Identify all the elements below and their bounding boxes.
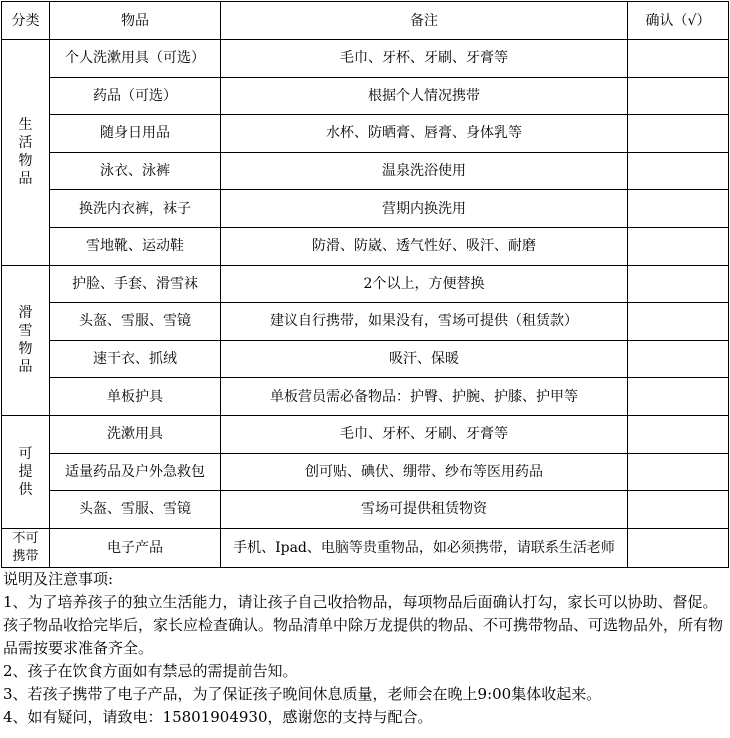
table-row	[2, 378, 729, 416]
packing-checklist-table	[1, 1, 729, 568]
note-item: 4、如有疑问，请致电：15801904930，感谢您的支持与配合。	[3, 708, 433, 726]
table-row	[2, 528, 729, 567]
confirm-checkbox-cell[interactable]	[628, 378, 729, 416]
remark-cell: 建议自行携带，如果没有，雪场可提供（租赁款）	[221, 303, 628, 341]
remark-cell: 防滑、防崴、透气性好、吸汗、耐磨	[221, 227, 628, 265]
table-row	[2, 227, 729, 265]
confirm-checkbox-cell[interactable]	[628, 77, 729, 115]
table-row	[2, 77, 729, 115]
table-row	[2, 115, 729, 153]
item-cell: 药品（可选）	[50, 77, 221, 115]
table-row	[2, 152, 729, 190]
remark-cell: 温泉洗浴使用	[221, 152, 628, 190]
remark-cell: 毛巾、牙杯、牙刷、牙膏等	[221, 415, 628, 453]
header-category: 分类	[2, 2, 50, 40]
item-cell: 头盔、雪服、雪镜	[50, 491, 221, 529]
confirm-checkbox-cell[interactable]	[628, 190, 729, 228]
table-row	[2, 453, 729, 491]
confirm-checkbox-cell[interactable]	[628, 265, 729, 303]
header-confirm: 确认（√）	[628, 2, 729, 40]
header-row	[2, 2, 729, 40]
header-item: 物品	[50, 2, 221, 40]
remark-cell: 吸汗、保暖	[221, 340, 628, 378]
confirm-checkbox-cell[interactable]	[628, 227, 729, 265]
notes-title: 说明及注意事项:	[3, 570, 114, 588]
table-row	[2, 40, 729, 78]
confirm-checkbox-cell[interactable]	[628, 453, 729, 491]
table-row	[2, 303, 729, 341]
confirm-checkbox-cell[interactable]	[628, 415, 729, 453]
item-cell: 换洗内衣裤，袜子	[50, 190, 221, 228]
note-item: 1、为了培养孩子的独立生活能力，请让孩子自己收拾物品，每项物品后面确认打勾，家长可以协助、督促。孩子物品收拾完毕后，家长应检查确认。物品清单中除万龙提供的物品、不可携带物品、可选物品外，所有物品需按要求准备齐全。	[3, 593, 724, 657]
remark-cell: 根据个人情况携带	[221, 77, 628, 115]
item-cell: 雪地靴、运动鞋	[50, 227, 221, 265]
item-cell: 电子产品	[50, 528, 221, 567]
item-cell: 单板护具	[50, 378, 221, 416]
confirm-checkbox-cell[interactable]	[628, 491, 729, 529]
category-provided: 可 提 供	[2, 415, 50, 528]
remark-cell: 营期内换洗用	[221, 190, 628, 228]
confirm-checkbox-cell[interactable]	[628, 115, 729, 153]
note-item: 2、孩子在饮食方面如有禁忌的需提前告知。	[3, 662, 298, 680]
item-cell: 适量药品及户外急救包	[50, 453, 221, 491]
item-cell: 随身日用品	[50, 115, 221, 153]
table-row	[2, 340, 729, 378]
remark-cell: 创可贴、碘伏、绷带、纱布等医用药品	[221, 453, 628, 491]
table-row	[2, 415, 729, 453]
item-cell: 泳衣、泳裤	[50, 152, 221, 190]
confirm-checkbox-cell[interactable]	[628, 528, 729, 567]
remark-cell: 雪场可提供租赁物资	[221, 491, 628, 529]
notes-section	[3, 568, 727, 729]
remark-cell: 2个以上，方便替换	[221, 265, 628, 303]
table-row	[2, 265, 729, 303]
table-row	[2, 190, 729, 228]
confirm-checkbox-cell[interactable]	[628, 152, 729, 190]
header-remark: 备注	[221, 2, 628, 40]
category-skiing: 滑 雪 物 品	[2, 265, 50, 415]
category-not-allowed: 不可 携带	[2, 528, 50, 567]
table-row	[2, 491, 729, 529]
item-cell: 洗漱用具	[50, 415, 221, 453]
item-cell: 头盔、雪服、雪镜	[50, 303, 221, 341]
item-cell: 护脸、手套、滑雪袜	[50, 265, 221, 303]
category-living: 生 活 物 品	[2, 40, 50, 266]
item-cell: 个人洗漱用具（可选）	[50, 40, 221, 78]
note-item: 3、若孩子携带了电子产品，为了保证孩子晚间休息质量，老师会在晚上9:00集体收起来。	[3, 685, 602, 703]
remark-cell: 单板营员需必备物品：护臀、护腕、护膝、护甲等	[221, 378, 628, 416]
remark-cell: 毛巾、牙杯、牙刷、牙膏等	[221, 40, 628, 78]
remark-cell: 水杯、防晒膏、唇膏、身体乳等	[221, 115, 628, 153]
confirm-checkbox-cell[interactable]	[628, 340, 729, 378]
item-cell: 速干衣、抓绒	[50, 340, 221, 378]
remark-cell: 手机、Ipad、电脑等贵重物品，如必须携带，请联系生活老师	[221, 528, 628, 567]
confirm-checkbox-cell[interactable]	[628, 40, 729, 78]
confirm-checkbox-cell[interactable]	[628, 303, 729, 341]
